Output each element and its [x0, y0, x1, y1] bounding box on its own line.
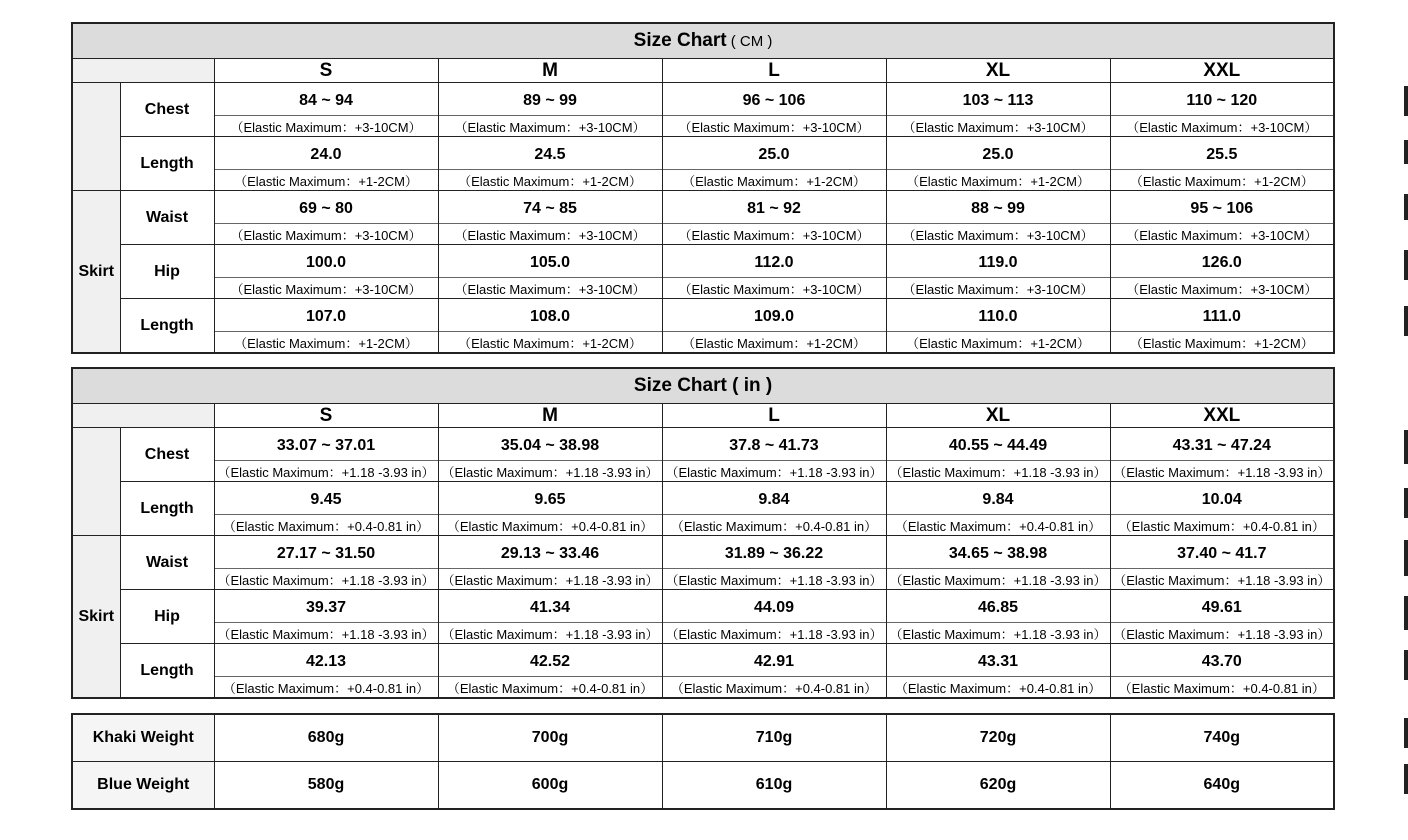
weight-value: 740g	[1110, 714, 1334, 762]
note-row	[72, 677, 1334, 699]
value-cell: 119.0	[886, 245, 1110, 278]
elastic-note: （Elastic Maximum：+1.18 -3.93 in）	[214, 623, 438, 644]
value-cell: 24.5	[438, 137, 662, 170]
size-chart-cm-table	[71, 22, 1335, 354]
note-row	[72, 116, 1334, 137]
value-cell: 40.55 ~ 44.49	[886, 428, 1110, 461]
elastic-note: （Elastic Maximum：+1.18 -3.93 in）	[886, 623, 1110, 644]
note-row	[72, 623, 1334, 644]
elastic-note: （Elastic Maximum：+0.4-0.81 in）	[662, 515, 886, 536]
weight-value: 600g	[438, 762, 662, 810]
elastic-note: （Elastic Maximum：+1-2CM）	[214, 170, 438, 191]
weight-value: 640g	[1110, 762, 1334, 810]
table-row	[72, 644, 1334, 677]
value-cell: 31.89 ~ 36.22	[662, 536, 886, 569]
value-cell: 25.0	[662, 137, 886, 170]
value-cell: 100.0	[214, 245, 438, 278]
value-cell: 25.5	[1110, 137, 1334, 170]
row-label: Length	[120, 299, 214, 354]
value-cell: 96 ~ 106	[662, 83, 886, 116]
table-row	[72, 762, 1334, 810]
size-header-s: S	[214, 59, 438, 83]
elastic-note: （Elastic Maximum：+3-10CM）	[1110, 278, 1334, 299]
row-label: Hip	[120, 245, 214, 299]
elastic-note: （Elastic Maximum：+3-10CM）	[1110, 224, 1334, 245]
value-cell: 126.0	[1110, 245, 1334, 278]
title-text: Size Chart	[633, 30, 727, 51]
size-header-m: M	[438, 404, 662, 428]
elastic-note: （Elastic Maximum：+0.4-0.81 in）	[438, 515, 662, 536]
elastic-note: （Elastic Maximum：+3-10CM）	[214, 116, 438, 137]
row-label: Waist	[120, 191, 214, 245]
table-title	[72, 23, 1334, 59]
table-row	[72, 536, 1334, 569]
value-cell: 81 ~ 92	[662, 191, 886, 224]
note-row	[72, 332, 1334, 354]
value-cell: 9.65	[438, 482, 662, 515]
elastic-note: （Elastic Maximum：+3-10CM）	[438, 278, 662, 299]
weight-table	[71, 713, 1335, 810]
note-row	[72, 224, 1334, 245]
elastic-note: （Elastic Maximum：+1-2CM）	[662, 170, 886, 191]
elastic-note: （Elastic Maximum：+0.4-0.81 in）	[886, 515, 1110, 536]
value-cell: 109.0	[662, 299, 886, 332]
elastic-note: （Elastic Maximum：+0.4-0.81 in）	[1110, 515, 1334, 536]
elastic-note: （Elastic Maximum：+1.18 -3.93 in）	[438, 461, 662, 482]
value-cell: 25.0	[886, 137, 1110, 170]
elastic-note: （Elastic Maximum：+3-10CM）	[214, 278, 438, 299]
elastic-note: （Elastic Maximum：+1.18 -3.93 in）	[1110, 461, 1334, 482]
value-cell: 107.0	[214, 299, 438, 332]
table-row	[72, 83, 1334, 116]
value-cell: 110.0	[886, 299, 1110, 332]
elastic-note: （Elastic Maximum：+1-2CM）	[1110, 332, 1334, 354]
elastic-note: （Elastic Maximum：+0.4-0.81 in）	[438, 677, 662, 699]
value-cell: 9.84	[662, 482, 886, 515]
size-header-l: L	[662, 404, 886, 428]
elastic-note: （Elastic Maximum：+0.4-0.81 in）	[662, 677, 886, 699]
weight-value: 610g	[662, 762, 886, 810]
size-header-l: L	[662, 59, 886, 83]
value-cell: 110 ~ 120	[1110, 83, 1334, 116]
row-label: Chest	[120, 83, 214, 137]
elastic-note: （Elastic Maximum：+1-2CM）	[214, 332, 438, 354]
weight-value: 680g	[214, 714, 438, 762]
value-cell: 37.40 ~ 41.7	[1110, 536, 1334, 569]
row-label: Hip	[120, 590, 214, 644]
row-label: Length	[120, 482, 214, 536]
elastic-note: （Elastic Maximum：+1.18 -3.93 in）	[662, 569, 886, 590]
elastic-note: （Elastic Maximum：+3-10CM）	[662, 278, 886, 299]
table-row	[72, 428, 1334, 461]
weight-value: 620g	[886, 762, 1110, 810]
table-row	[72, 590, 1334, 623]
note-row	[72, 515, 1334, 536]
value-cell: 43.31 ~ 47.24	[1110, 428, 1334, 461]
value-cell: 42.52	[438, 644, 662, 677]
value-cell: 43.31	[886, 644, 1110, 677]
note-row	[72, 461, 1334, 482]
table-row	[72, 245, 1334, 278]
value-cell: 74 ~ 85	[438, 191, 662, 224]
elastic-note: （Elastic Maximum：+0.4-0.81 in）	[1110, 677, 1334, 699]
weight-value: 720g	[886, 714, 1110, 762]
size-header-xxl: XXL	[1110, 404, 1334, 428]
weight-label: Khaki Weight	[72, 714, 214, 762]
note-row	[72, 569, 1334, 590]
table-title	[72, 368, 1334, 404]
elastic-note: （Elastic Maximum：+3-10CM）	[662, 116, 886, 137]
table-row	[72, 714, 1334, 762]
elastic-note: （Elastic Maximum：+1.18 -3.93 in）	[214, 461, 438, 482]
weight-label: Blue Weight	[72, 762, 214, 810]
value-cell: 27.17 ~ 31.50	[214, 536, 438, 569]
elastic-note: （Elastic Maximum：+1.18 -3.93 in）	[662, 461, 886, 482]
elastic-note: （Elastic Maximum：+1-2CM）	[1110, 170, 1334, 191]
table-row	[72, 482, 1334, 515]
value-cell: 9.45	[214, 482, 438, 515]
value-cell: 24.0	[214, 137, 438, 170]
skirt-group-cell: Skirt	[72, 191, 120, 354]
value-cell: 84 ~ 94	[214, 83, 438, 116]
value-cell: 103 ~ 113	[886, 83, 1110, 116]
elastic-note: （Elastic Maximum：+3-10CM）	[886, 224, 1110, 245]
value-cell: 49.61	[1110, 590, 1334, 623]
elastic-note: （Elastic Maximum：+3-10CM）	[1110, 116, 1334, 137]
elastic-note: （Elastic Maximum：+0.4-0.81 in）	[886, 677, 1110, 699]
elastic-note: （Elastic Maximum：+1.18 -3.93 in）	[886, 569, 1110, 590]
header-blank-cell	[72, 404, 214, 428]
elastic-note: （Elastic Maximum：+3-10CM）	[214, 224, 438, 245]
title-unit: ( CM )	[726, 33, 773, 50]
top-group-cell	[72, 428, 120, 536]
row-label: Length	[120, 137, 214, 191]
note-row	[72, 278, 1334, 299]
row-label: Chest	[120, 428, 214, 482]
table-row	[72, 299, 1334, 332]
elastic-note: （Elastic Maximum：+3-10CM）	[438, 224, 662, 245]
title-unit: ( in )	[726, 375, 773, 396]
elastic-note: （Elastic Maximum：+1-2CM）	[662, 332, 886, 354]
elastic-note: （Elastic Maximum：+3-10CM）	[662, 224, 886, 245]
elastic-note: （Elastic Maximum：+1-2CM）	[886, 332, 1110, 354]
elastic-note: （Elastic Maximum：+1-2CM）	[438, 332, 662, 354]
size-header-m: M	[438, 59, 662, 83]
value-cell: 44.09	[662, 590, 886, 623]
elastic-note: （Elastic Maximum：+1-2CM）	[886, 170, 1110, 191]
value-cell: 42.13	[214, 644, 438, 677]
header-blank-cell	[72, 59, 214, 83]
size-header-xl: XL	[886, 404, 1110, 428]
row-label: Waist	[120, 536, 214, 590]
value-cell: 108.0	[438, 299, 662, 332]
elastic-note: （Elastic Maximum：+1.18 -3.93 in）	[886, 461, 1110, 482]
size-header-s: S	[214, 404, 438, 428]
value-cell: 111.0	[1110, 299, 1334, 332]
elastic-note: （Elastic Maximum：+1.18 -3.93 in）	[438, 569, 662, 590]
table-row	[72, 191, 1334, 224]
elastic-note: （Elastic Maximum：+3-10CM）	[886, 278, 1110, 299]
value-cell: 41.34	[438, 590, 662, 623]
elastic-note: （Elastic Maximum：+1.18 -3.93 in）	[662, 623, 886, 644]
size-chart-inch-table	[71, 367, 1335, 699]
elastic-note: （Elastic Maximum：+1.18 -3.93 in）	[1110, 569, 1334, 590]
elastic-note: （Elastic Maximum：+0.4-0.81 in）	[214, 677, 438, 699]
value-cell: 35.04 ~ 38.98	[438, 428, 662, 461]
value-cell: 42.91	[662, 644, 886, 677]
top-group-cell	[72, 83, 120, 191]
table-row	[72, 137, 1334, 170]
weight-value: 700g	[438, 714, 662, 762]
elastic-note: （Elastic Maximum：+3-10CM）	[886, 116, 1110, 137]
elastic-note: （Elastic Maximum：+1-2CM）	[438, 170, 662, 191]
elastic-note: （Elastic Maximum：+0.4-0.81 in）	[214, 515, 438, 536]
value-cell: 46.85	[886, 590, 1110, 623]
note-row	[72, 170, 1334, 191]
row-label: Length	[120, 644, 214, 699]
elastic-note: （Elastic Maximum：+1.18 -3.93 in）	[438, 623, 662, 644]
elastic-note: （Elastic Maximum：+1.18 -3.93 in）	[1110, 623, 1334, 644]
value-cell: 95 ~ 106	[1110, 191, 1334, 224]
value-cell: 9.84	[886, 482, 1110, 515]
value-cell: 10.04	[1110, 482, 1334, 515]
skirt-group-cell: Skirt	[72, 536, 120, 699]
value-cell: 29.13 ~ 33.46	[438, 536, 662, 569]
elastic-note: （Elastic Maximum：+1.18 -3.93 in）	[214, 569, 438, 590]
value-cell: 88 ~ 99	[886, 191, 1110, 224]
value-cell: 69 ~ 80	[214, 191, 438, 224]
value-cell: 112.0	[662, 245, 886, 278]
size-header-xl: XL	[886, 59, 1110, 83]
value-cell: 34.65 ~ 38.98	[886, 536, 1110, 569]
value-cell: 39.37	[214, 590, 438, 623]
elastic-note: （Elastic Maximum：+3-10CM）	[438, 116, 662, 137]
size-header-xxl: XXL	[1110, 59, 1334, 83]
value-cell: 89 ~ 99	[438, 83, 662, 116]
value-cell: 43.70	[1110, 644, 1334, 677]
value-cell: 37.8 ~ 41.73	[662, 428, 886, 461]
weight-value: 710g	[662, 714, 886, 762]
value-cell: 33.07 ~ 37.01	[214, 428, 438, 461]
value-cell: 105.0	[438, 245, 662, 278]
title-text: Size Chart	[633, 375, 727, 396]
weight-value: 580g	[214, 762, 438, 810]
